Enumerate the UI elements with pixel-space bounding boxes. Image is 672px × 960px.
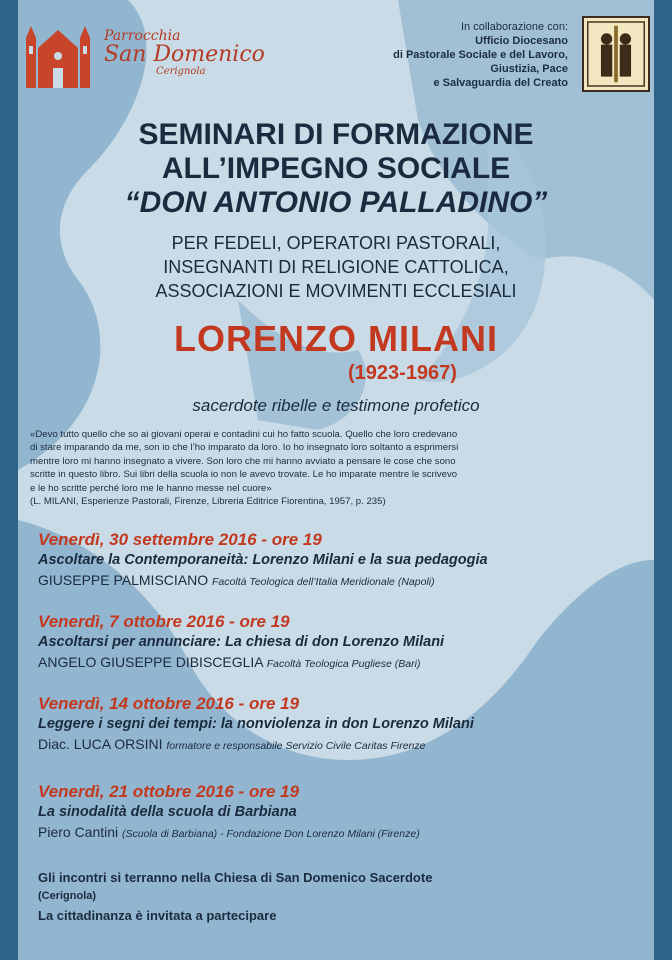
event-title: Leggere i segni dei tempi: la nonviolenza in don Lorenzo Milani bbox=[38, 716, 474, 732]
poster bbox=[18, 0, 654, 960]
event-speaker-line bbox=[38, 822, 628, 844]
title-line2: ALL’IMPEGNO SOCIALE bbox=[161, 152, 511, 185]
event-speaker-line bbox=[38, 734, 628, 756]
collab-org-line: Giustizia, Pace bbox=[490, 63, 568, 75]
event-affiliation: Facoltà Teologica Pugliese (Bari) bbox=[266, 658, 421, 670]
seminar-title bbox=[18, 118, 654, 220]
footer-line2: La cittadinanza è invitata a partecipare bbox=[38, 908, 277, 923]
event-speaker-line bbox=[38, 652, 628, 674]
quote-citation: (L. MILANI, Esperienze Pastorali, Firenze, Libreria Editrice Fiorentina, 1957, p. 235) bbox=[30, 496, 386, 508]
parish-line1: Parrocchia bbox=[104, 28, 181, 44]
event-date: Venerdì, 7 ottobre 2016 - ore 19 bbox=[38, 612, 290, 631]
footer-info bbox=[38, 868, 638, 925]
event-title: Ascoltarsi per annunciare: La chiesa di don Lorenzo Milani bbox=[38, 634, 445, 650]
subject-subtitle: sacerdote ribelle e testimone profetico bbox=[192, 396, 480, 415]
event-item bbox=[38, 694, 628, 756]
audience-line: PER FEDELI, OPERATORI PASTORALI, bbox=[171, 233, 501, 253]
event-speaker: GIUSEPPE PALMISCIANO bbox=[38, 572, 209, 588]
event-title: La sinodalità della scuola di Barbiana bbox=[38, 804, 297, 820]
collab-org-line: Ufficio Diocesano bbox=[475, 35, 568, 47]
audience-line: ASSOCIAZIONI E MOVIMENTI ECCLESIALI bbox=[155, 281, 517, 301]
event-item bbox=[38, 530, 628, 592]
event-speaker: ANGELO GIUSEPPE DIBISCEGLIA bbox=[38, 654, 263, 670]
event-date: Venerdì, 30 settembre 2016 - ore 19 bbox=[38, 530, 322, 549]
quote-line: «Devo tutto quello che so ai giovani operai e contadini cui ho fatto scuola. Quello che loro credevano bbox=[30, 429, 458, 440]
church-logo bbox=[22, 18, 94, 90]
title-line1: SEMINARI DI FORMAZIONE bbox=[138, 118, 534, 151]
parish-line3: Cerignola bbox=[156, 66, 206, 77]
event-date: Venerdì, 21 ottobre 2016 - ore 19 bbox=[38, 782, 300, 801]
quote-line: di stare imparando da me, son io che l’ho imparato da loro. Io ho insegnato loro soltanto a esprimersi bbox=[30, 442, 459, 454]
event-title: Ascoltare la Contemporaneità: Lorenzo Milani e la sua pedagogia bbox=[38, 552, 488, 568]
event-speaker: Piero Cantini bbox=[38, 824, 119, 840]
audience-line: INSEGNANTI DI RELIGIONE CATTOLICA, bbox=[163, 257, 509, 277]
subject-name: LORENZO MILANI bbox=[174, 318, 498, 359]
event-date: Venerdì, 14 ottobre 2016 - ore 19 bbox=[38, 694, 300, 713]
collab-intro: In collaborazione con: bbox=[460, 21, 568, 33]
collab-org-line: e Salvaguardia del Creato bbox=[433, 77, 568, 89]
collaboration-block bbox=[268, 20, 568, 90]
event-item bbox=[38, 782, 628, 844]
diocese-seal-icon bbox=[582, 16, 650, 92]
event-affiliation: (Scuola di Barbiana) - Fondazione Don Lorenzo Milani (Firenze) bbox=[122, 828, 420, 840]
quote-block bbox=[30, 428, 622, 508]
quote-line: e le ho scritte perché loro me le hanno messe nel cuore» bbox=[30, 482, 272, 494]
footer-line1 bbox=[38, 868, 638, 906]
footer-location: (Cerignola) bbox=[38, 890, 97, 902]
event-speaker-line bbox=[38, 570, 628, 592]
title-line3: “DON ANTONIO PALLADINO” bbox=[124, 186, 548, 219]
parish-line2: San Domenico bbox=[104, 42, 265, 67]
quote-line: scritte in questo libro. Sui libri della scuola io non le avevo trovate. Le ho imparate mentre le scrivevo bbox=[30, 469, 458, 481]
event-affiliation: Facoltà Teologica dell’Italia Meridionale (Napoli) bbox=[212, 576, 435, 588]
subject-years: (1923-1967) bbox=[348, 362, 457, 384]
collab-org-line: di Pastorale Sociale e del Lavoro, bbox=[393, 49, 568, 61]
event-item bbox=[38, 612, 628, 674]
event-affiliation: formatore e responsabile Servizio Civile Caritas Firenze bbox=[166, 740, 426, 752]
audience-block bbox=[18, 231, 654, 303]
footer-venue: Gli incontri si terranno nella Chiesa di San Domenico Sacerdote bbox=[38, 870, 433, 885]
quote-line: mentre loro mi hanno insegnato a vivere. Son loro che mi hanno avviato a pensare le cose che sono bbox=[30, 455, 456, 467]
event-speaker: Diac. LUCA ORSINI bbox=[38, 736, 163, 752]
